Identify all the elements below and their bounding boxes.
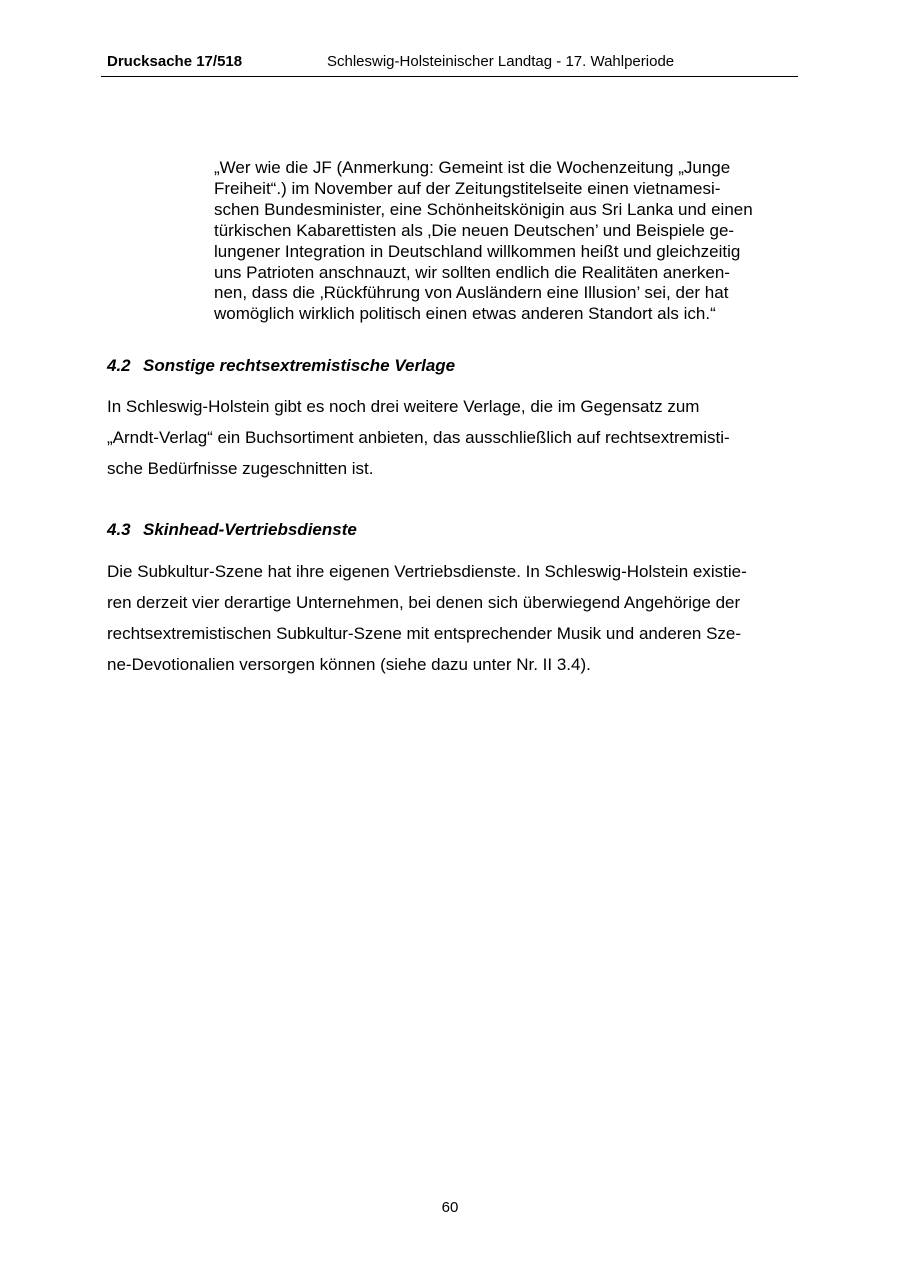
section-number: 4.2 [107, 356, 131, 375]
section-heading-4-3 [107, 520, 357, 540]
body-line: Die Subkultur-Szene hat ihre eigenen Vertriebsdienste. In Schleswig-Holstein existie- [107, 562, 747, 581]
quote-line: uns Patrioten anschnauzt, wir sollten endlich die Realitäten anerken- [214, 262, 730, 282]
quote-line: Freiheit“.) im November auf der Zeitungstitelseite einen vietnamesi- [214, 178, 721, 198]
quote-line: womöglich wirklich politisch einen etwas anderen Standort als ich.“ [214, 304, 716, 324]
body-line: ren derzeit vier derartige Unternehmen, bei denen sich überwiegend Angehörige der [107, 593, 741, 612]
page-number: 60 [441, 1199, 459, 1216]
body-line: rechtsextremistischen Subkultur-Szene mit entsprechender Musik und anderen Sze- [107, 624, 742, 643]
body-line: In Schleswig-Holstein gibt es noch drei weitere Verlage, die im Gegensatz zum [107, 397, 700, 416]
document-source: Schleswig-Holsteinischer Landtag - 17. Wahlperiode [327, 53, 675, 70]
body-line: „Arndt-Verlag“ ein Buchsortiment anbieten, das ausschließlich auf rechtsextremisti- [107, 428, 730, 447]
quote-line: „Wer wie die JF (Anmerkung: Gemeint ist die Wochenzeitung „Junge [214, 158, 731, 177]
section-number: 4.3 [107, 520, 131, 539]
section-title: Skinhead-Vertriebsdienste [143, 520, 357, 539]
section-body-4-3 [107, 556, 798, 680]
document-number: Drucksache 17/518 [107, 53, 243, 70]
quote-line: lungener Integration in Deutschland willkommen heißt und gleichzeitig [214, 241, 741, 261]
quote-line: nen, dass die ‚Rückführung von Ausländern eine Illusion’ sei, der hat [214, 283, 729, 303]
page-header [101, 52, 798, 77]
quote-line: schen Bundesminister, eine Schönheitskönigin aus Sri Lanka und einen [214, 199, 753, 219]
body-line: sche Bedürfnisse zugeschnitten ist. [107, 459, 374, 478]
section-heading-4-2 [107, 356, 455, 376]
body-line: ne-Devotionalien versorgen können (siehe dazu unter Nr. II 3.4). [107, 655, 591, 674]
section-title: Sonstige rechtsextremistische Verlage [143, 356, 456, 375]
quote-line: türkischen Kabarettisten als ‚Die neuen Deutschen’ und Beispiele ge- [214, 220, 735, 240]
quote-block [214, 158, 798, 325]
section-body-4-2 [107, 391, 798, 484]
